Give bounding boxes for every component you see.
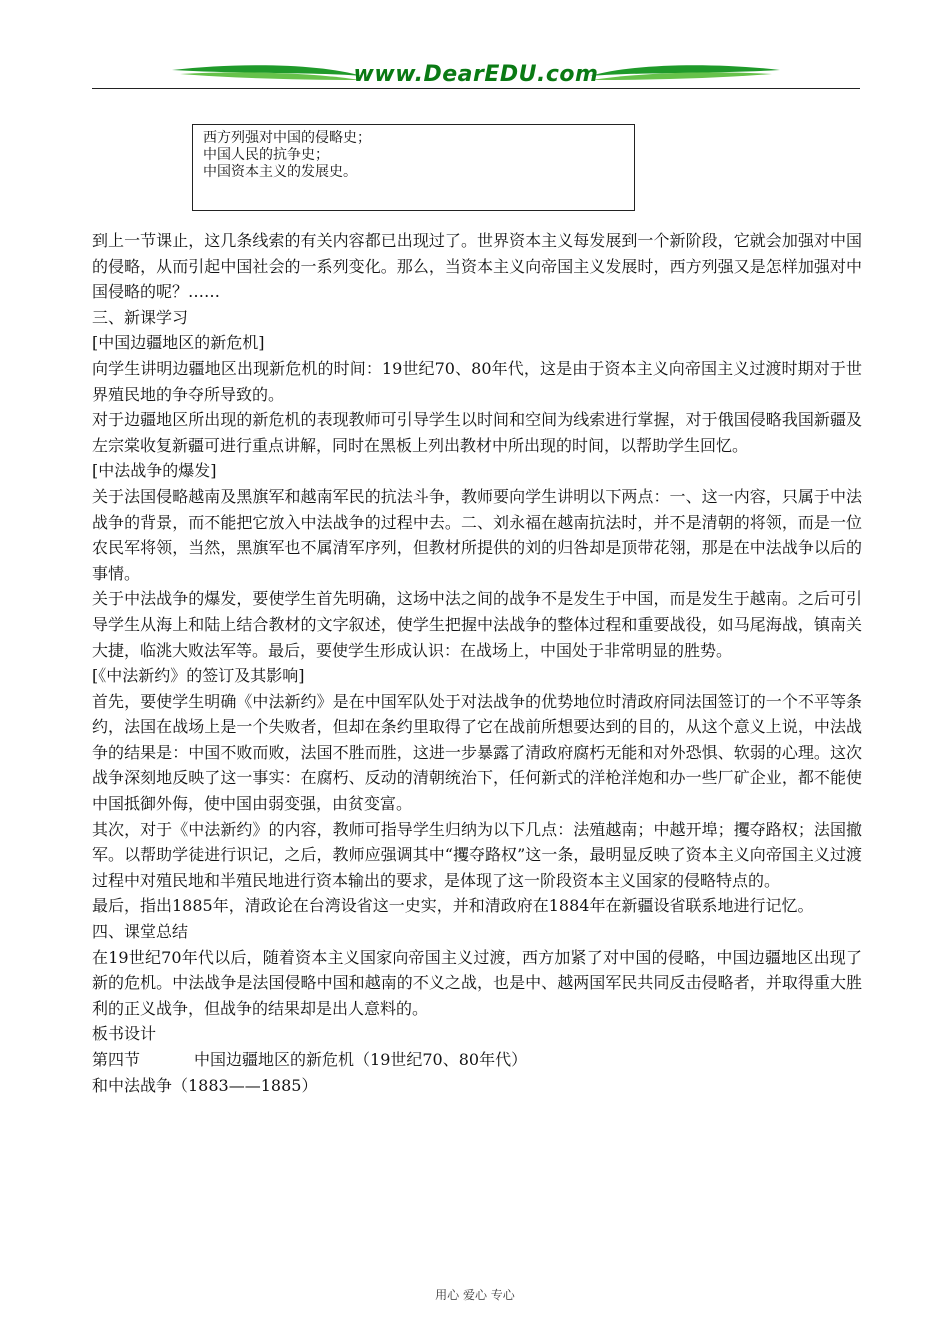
body-paragraph: 其次，对于《中法新约》的内容，教师可指导学生归纳为以下几点：法殖越南；中越开埠；攫夺路权；法国撤军。以帮助学徒进行识记，之后，教师应强调其中“攫夺路权”这一条，最明显反映了资本主义向帝国主义过渡过程中对殖民地和半殖民地进行资本输出的要求，是体现了这一阶段资本主义国家的侵略特点的。 [92, 819, 862, 890]
header-divider [92, 88, 860, 89]
summary-line: 西方列强对中国的侵略史； [203, 130, 371, 146]
page-footer: 用心 爱心 专心 [435, 1288, 515, 1302]
subsection-heading: [《中法新约》的签订及其影响] [92, 666, 305, 686]
body-paragraph: 向学生讲明边疆地区出现新危机的时间：19世纪70、80年代，这是由于资本主义向帝国主义过渡时期对于世界殖民地的争夺所导致的。 [92, 358, 862, 404]
lesson-body [92, 228, 862, 1098]
intro-paragraph: 到上一节课止，这几条线索的有关内容都已出现过了。世界资本主义每发展到一个新阶段，它就会加强对中国的侵略，从而引起中国社会的一系列变化。那么，当资本主义向帝国主义发展时，西方列强又是怎样加强对中国侵略的呢？…… [92, 231, 862, 302]
section-heading: 三、新课学习 [92, 307, 189, 327]
subsection-heading: [中法战争的爆发] [92, 461, 217, 481]
body-paragraph: 首先，要使学生明确《中法新约》是在中国军队处于对法战争的优势地位时清政府同法国签订的一个不平等条约，法国在战场上是一个失败者，但却在条约里取得了它在战前所想要达到的目的，从这个意义上说，中法战争的结果是：中国不败而败，法国不胜而胜，这进一步暴露了清政府腐朽无能和对外恐惧、软弱的心理。这次战争深刻地反映了这一事实：在腐朽、反动的清朝统治下，任何新式的洋枪洋炮和办一些厂矿企业，都不能使中国抵御外侮，使中国由弱变强，由贫变富。 [92, 691, 862, 814]
section-heading: 四、课堂总结 [92, 922, 189, 942]
summary-line: 中国人民的抗争史； [203, 147, 329, 163]
body-paragraph: 在19世纪70年代以后，随着资本主义国家向帝国主义过渡，西方加紧了对中国的侵略，中国边疆地区出现了新的危机。中法战争是法国侵略中国和越南的不义之战，也是中、越两国军民共同反击侵略者，并取得重大胜利的正义战争，但战争的结果却是出人意料的。 [92, 947, 862, 1018]
board-design-heading: 板书设计 [92, 1024, 157, 1044]
site-logo-text[interactable]: www.DearEDU.com [353, 62, 599, 87]
body-paragraph: 关于法国侵略越南及黑旗军和越南军民的抗法斗争，教师要向学生讲明以下两点：一、这一内容，只属于中法战争的背景，而不能把它放入中法战争的过程中去。二、刘永福在越南抗法时，并不是清朝的将领，而是一位农民军将领，当然，黑旗军也不属清军序列，但教材所提供的刘的归咎却是顶带花翎，那是在中法战争以后的事情。 [92, 486, 862, 583]
board-section-label: 第四节 [92, 1050, 141, 1069]
summary-box [192, 124, 635, 211]
body-paragraph: 关于中法战争的爆发，要使学生首先明确，这场中法之间的战争不是发生于中国，而是发生于越南。之后可引导学生从海上和陆上结合教材的文字叙述，使学生把握中法战争的整体过程和重要战役，如马尾海战，镇南关大捷，临洮大败法军等。最后，要使学生形成认识：在战场上，中国处于非常明显的胜势。 [92, 589, 862, 660]
body-paragraph: 对于边疆地区所出现的新危机的表现教师可引导学生以时间和空间为线索进行掌握，对于俄国侵略我国新疆及左宗棠收复新疆可进行重点讲解，同时在黑板上列出教材中所出现的时间，以帮助学生回忆。 [92, 410, 862, 455]
body-paragraph: 最后，指出1885年，清政论在台湾设省这一史实，并和清政府在1884年在新疆设省联系地进行记忆。 [92, 896, 814, 916]
summary-line: 中国资本主义的发展史。 [203, 164, 357, 180]
board-design-row [92, 1047, 862, 1073]
board-second-line: 和中法战争（1883——1885） [92, 1075, 318, 1095]
subsection-heading: [中国边疆地区的新危机] [92, 333, 265, 353]
site-header [92, 58, 860, 92]
board-section-title: 中国边疆地区的新危机（19世纪70、80年代） [194, 1050, 528, 1069]
